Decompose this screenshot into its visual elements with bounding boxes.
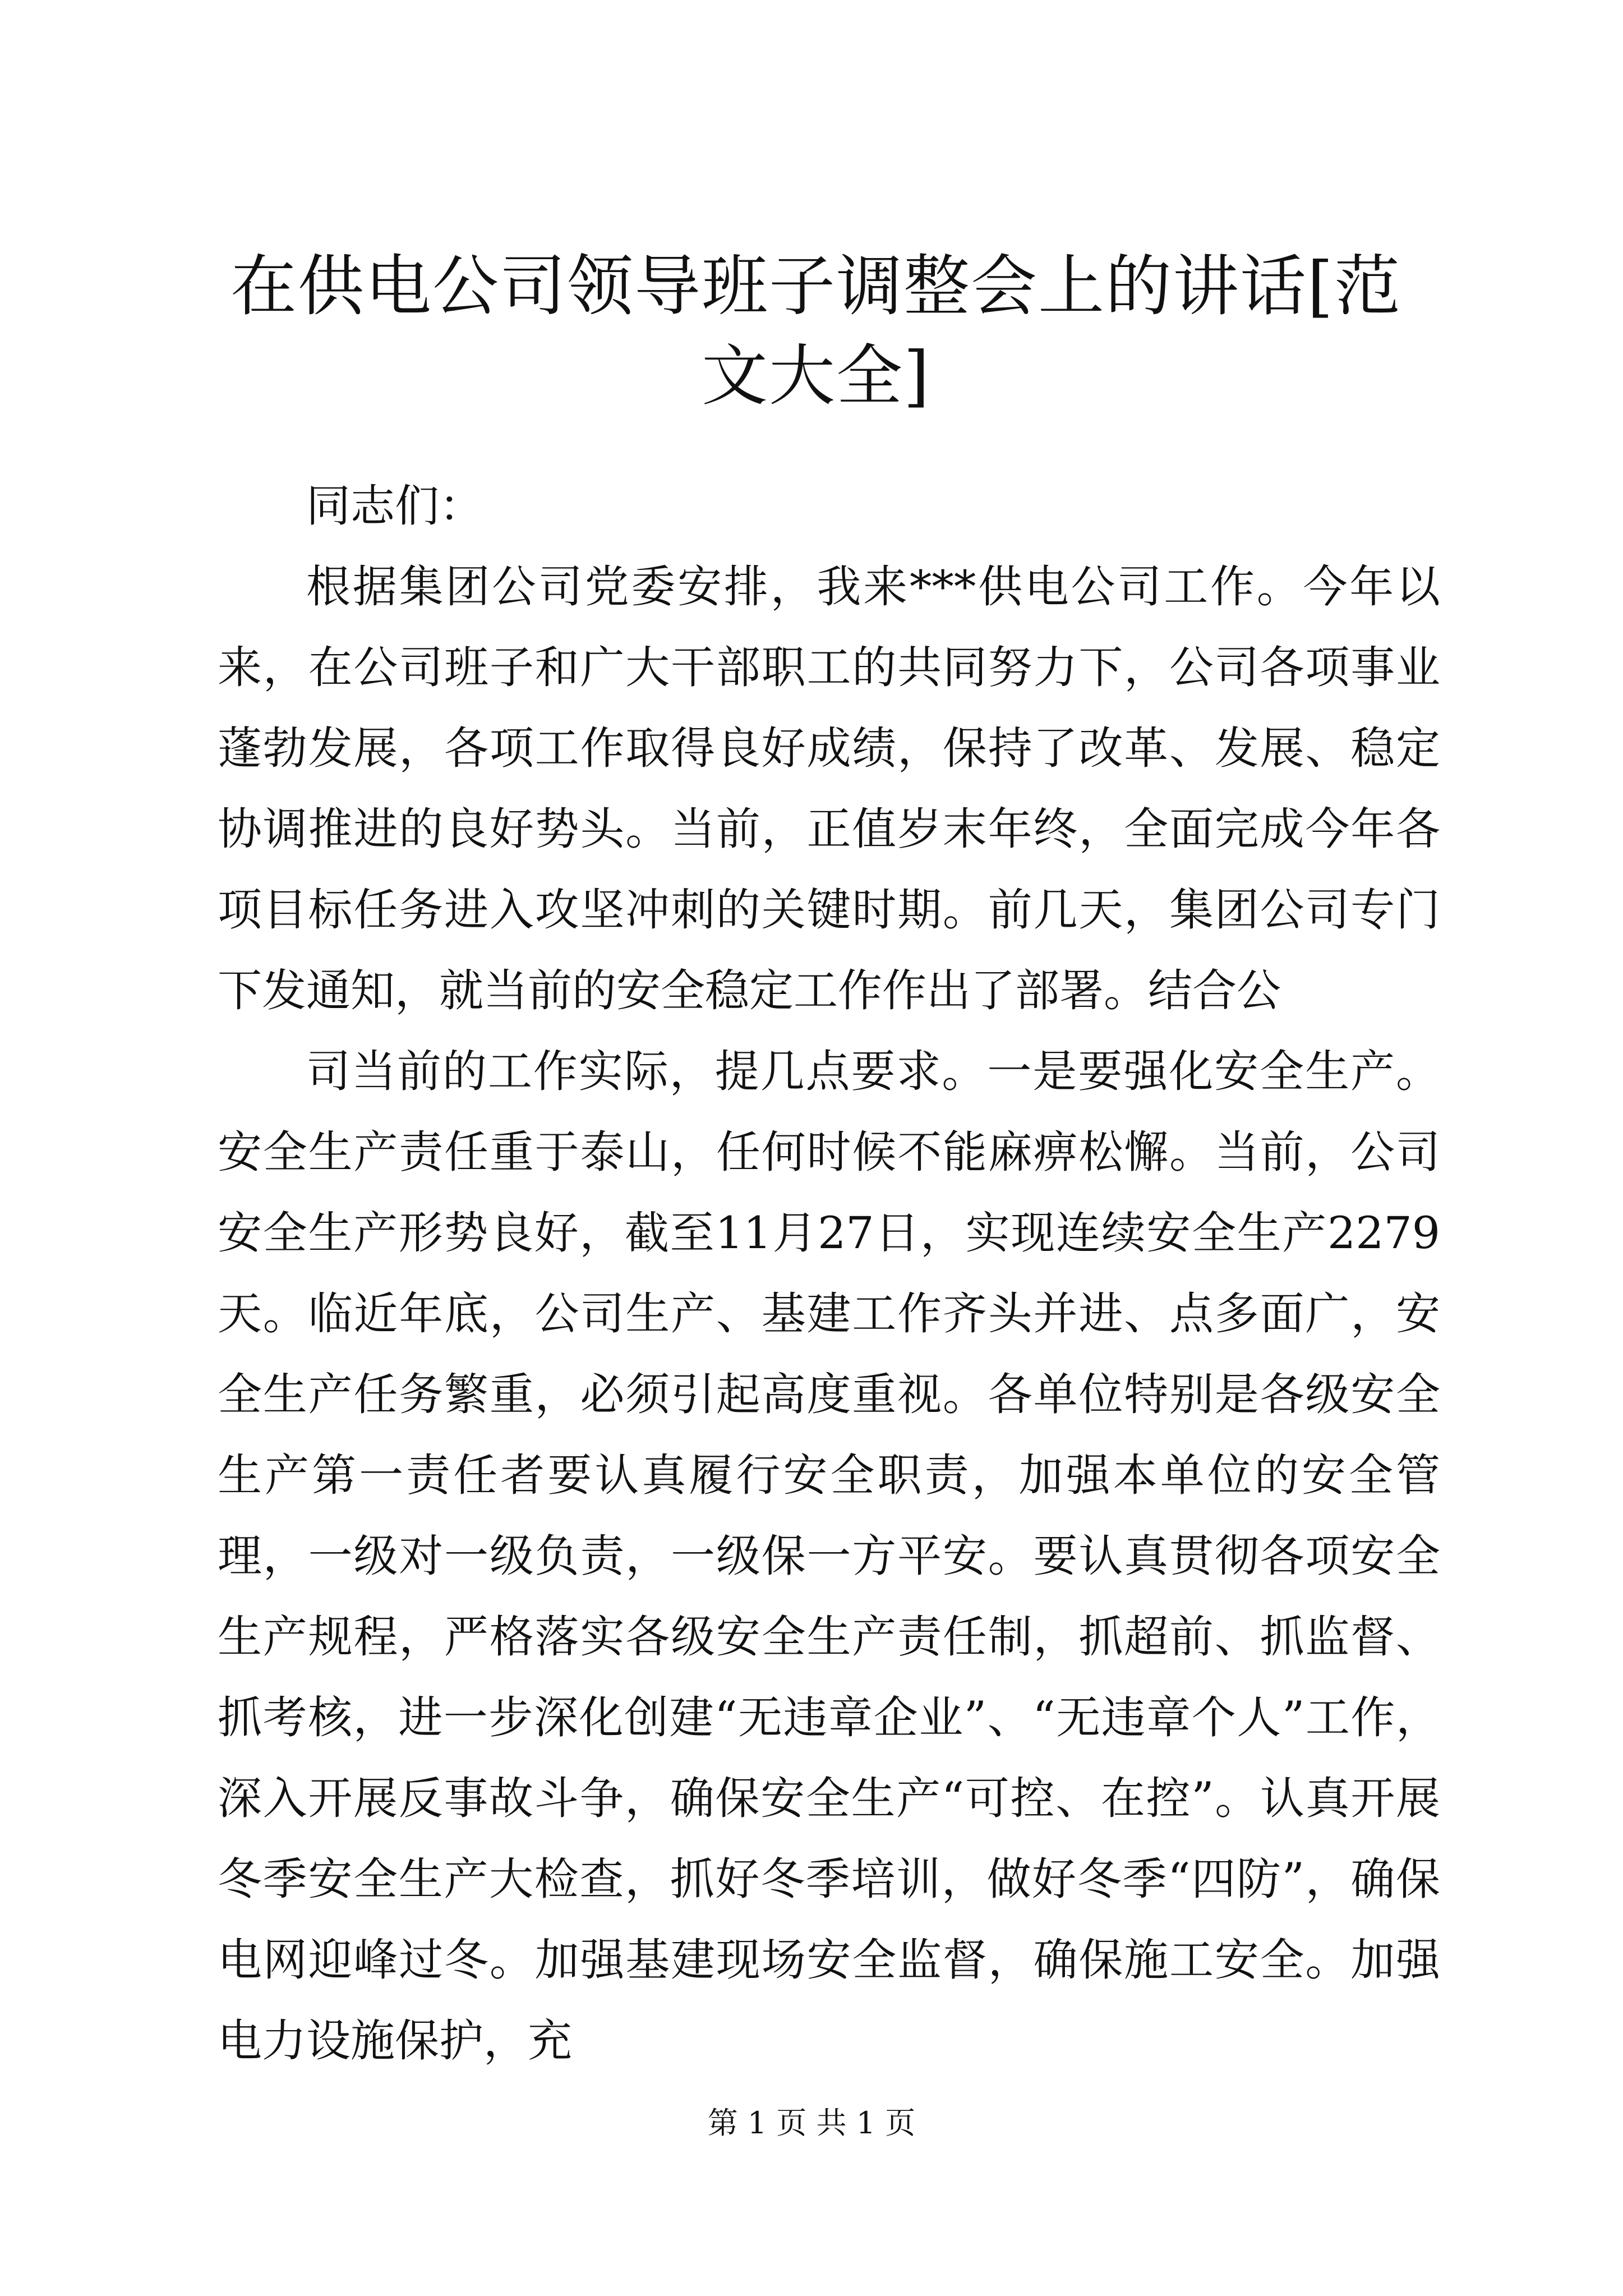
document-body: [218, 466, 1440, 2081]
paragraph-1: 根据集团公司党委安排，我来***供电公司工作。今年以来，在公司班子和广大干部职工的共同努力下，公司各项事业蓬勃发展，各项工作取得良好成绩，保持了改革、发展、稳定协调推进的良好势头。当前，正值岁末年终，全面完成今年各项目标任务进入攻坚冲刺的关键时期。前几天，集团公司专门下发通知，就当前的安全稳定工作作出了部署。结合公: [218, 561, 1440, 1016]
page-footer: 第 1 页 共 1 页: [707, 2105, 916, 2141]
paragraph-2: 司当前的工作实际，提几点要求。一是要强化安全生产。安全生产责任重于泰山，任何时候不能麻痹松懈。当前，公司安全生产形势良好，截至11月27日，实现连续安全生产2279天。临近年底，公司生产、基建工作齐头并进、点多面广，安全生产任务繁重，必须引起高度重视。各单位特别是各级安全生产第一责任者要认真履行安全职责，加强本单位的安全管理，一级对一级负责，一级保一方平安。要认真贯彻各项安全生产规程，严格落实各级安全生产责任制，抓超前、抓监督、抓考核，进一步深化创建“无违章企业”、“无违章个人”工作，深入开展反事故斗争，确保安全生产“可控、在控”。认真开展冬季安全生产大检查，抓好冬季培训，做好冬季“四防”，确保电网迎峰过冬。加强基建现场安全监督，确保施工安全。加强电力设施保护，充: [218, 1046, 1440, 2067]
document-title: 在供电公司领导班子调整会上的讲话[范文大全]: [230, 247, 1402, 415]
salutation: 同志们：: [306, 480, 483, 532]
